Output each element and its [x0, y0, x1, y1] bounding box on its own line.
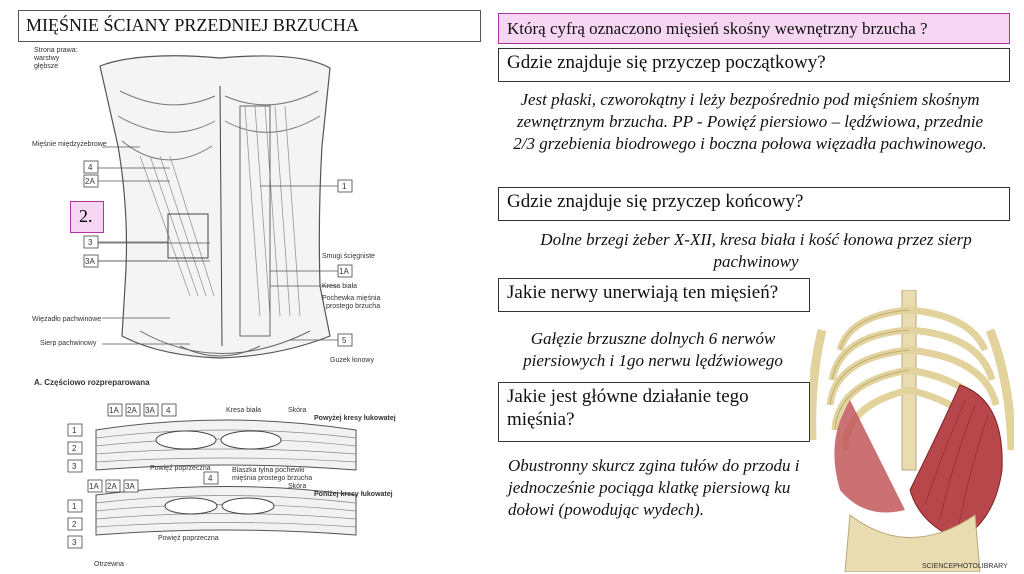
- anatomy-figure-bottom: [66, 400, 396, 572]
- ribcage-muscle-photo: [810, 290, 1014, 572]
- torso-outline: [100, 56, 330, 358]
- tag-b-1A: 1A: [109, 406, 119, 415]
- label-powiez-2: Powięź poprzeczna: [158, 535, 219, 542]
- question-4-box: [498, 278, 810, 312]
- label-powiez-1: Powięź poprzeczna: [150, 465, 211, 472]
- label-wiezadlo-pachwinowe: Więzadło pachwinowe: [32, 316, 102, 323]
- slide-title: [18, 10, 481, 42]
- question-5-box: [498, 382, 810, 442]
- tag-1: 1: [342, 182, 347, 191]
- tag-c-1A: 1A: [89, 482, 99, 491]
- highlight-number: 2.: [79, 206, 93, 226]
- side-label-3: głębsze: [34, 63, 59, 70]
- question-1-box: [498, 13, 1010, 44]
- question-1-text: Którą cyfrą oznaczono mięsień skośny wewnętrzny brzucha ?: [507, 19, 928, 38]
- label-skora-2: Skóra: [288, 483, 307, 490]
- label-prostego-brzucha: prostego brzucha: [326, 303, 381, 310]
- question-5-text: Jakie jest główne działanie tego mięśnia?: [507, 386, 749, 430]
- tag-1A: 1A: [339, 267, 349, 276]
- question-4-text: Jakie nerwy unerwiają ten mięsień?: [507, 282, 779, 303]
- title-powyzej: Powyżej kresy łukowatej: [314, 415, 396, 422]
- tag-3: 3: [88, 238, 93, 247]
- label-sierp-pachwinowy: Sierp pachwinowy: [40, 340, 97, 347]
- question-3-box: [498, 187, 1010, 221]
- tag-c-3A: 3A: [125, 482, 135, 491]
- tag-d-1: 1: [72, 502, 77, 511]
- question-2-box: [498, 48, 1010, 82]
- tag-b-2A: 2A: [127, 406, 137, 415]
- answer-3: Dolne brzegi żeber X-XII, kresa biała i kość łonowa przez sierp pachwinowy: [540, 230, 972, 272]
- tag-3A: 3A: [85, 257, 95, 266]
- tag-b-2: 2: [72, 444, 77, 453]
- label-blaszka-1: Blaszka tylna pochewki: [232, 467, 305, 474]
- label-pochewka: Pochewka mięśnia: [322, 295, 381, 302]
- label-skora-1: Skóra: [288, 407, 307, 414]
- question-2-text: Gdzie znajduje się przyczep początkowy?: [507, 52, 826, 73]
- answer-2: Jest płaski, czworokątny i leży bezpośrednio pod mięśniem skośnym zewnętrznym brzucha. PP - Powięź piersiowo – lędźwiowa, przednie 2/3 grzebienia biodrowego i boczna połowa więzadła pachwinowego.: [513, 90, 987, 154]
- title-ponizej: Poniżej kresy łukowatej: [314, 491, 393, 498]
- tag-b-4: 4: [166, 406, 171, 415]
- slide-title-text: MIĘŚNIE ŚCIANY PRZEDNIEJ BRZUCHA: [26, 15, 359, 35]
- label-otrzewna: Otrzewna: [94, 561, 124, 568]
- figure-caption: A. Częściowo rozpreparowana: [34, 378, 150, 387]
- label-kresa-biala-b: Kresa biała: [226, 407, 262, 414]
- answer-4: Gałęzie brzuszne dolnych 6 nerwów piersiowych i 1go nerwu lędźwiowego: [523, 329, 783, 371]
- tag-b-3: 3: [72, 462, 77, 471]
- tag-c-2A: 2A: [107, 482, 117, 491]
- tag-b-1: 1: [72, 426, 77, 435]
- figure-top-tags-right: [338, 180, 352, 346]
- label-smugi-sciegniste: Smugi ścięgniste: [322, 253, 375, 260]
- highlight-number-box: [70, 201, 104, 233]
- tag-2A: 2A: [85, 177, 95, 186]
- label-miesnie-miedzyzebrowe: Mięśnie międzyżebrowe: [32, 141, 107, 148]
- photo-credit: SCIENCEPHOTOLIBRARY: [922, 563, 1008, 570]
- tag-c-4: 4: [208, 474, 213, 483]
- tag-4: 4: [88, 163, 93, 172]
- label-blaszka-2: mięśnia prostego brzucha: [232, 475, 313, 482]
- question-3-text: Gdzie znajduje się przyczep końcowy?: [507, 191, 804, 212]
- tag-d-3: 3: [72, 538, 77, 547]
- tag-5: 5: [342, 336, 347, 345]
- tag-b-3A: 3A: [145, 406, 155, 415]
- answer-5: Obustronny skurcz zgina tułów do przodu i jednocześnie pociąga klatkę piersiową ku dołowi (powodując wydech).: [508, 456, 800, 520]
- label-kresa-biala: Kresa biała: [322, 283, 358, 290]
- side-label-2: warstwy: [34, 55, 60, 62]
- tag-d-2: 2: [72, 520, 77, 529]
- label-guzek-lonowy: Guzek łonowy: [330, 357, 374, 364]
- side-label-1: Strona prawa:: [34, 47, 78, 54]
